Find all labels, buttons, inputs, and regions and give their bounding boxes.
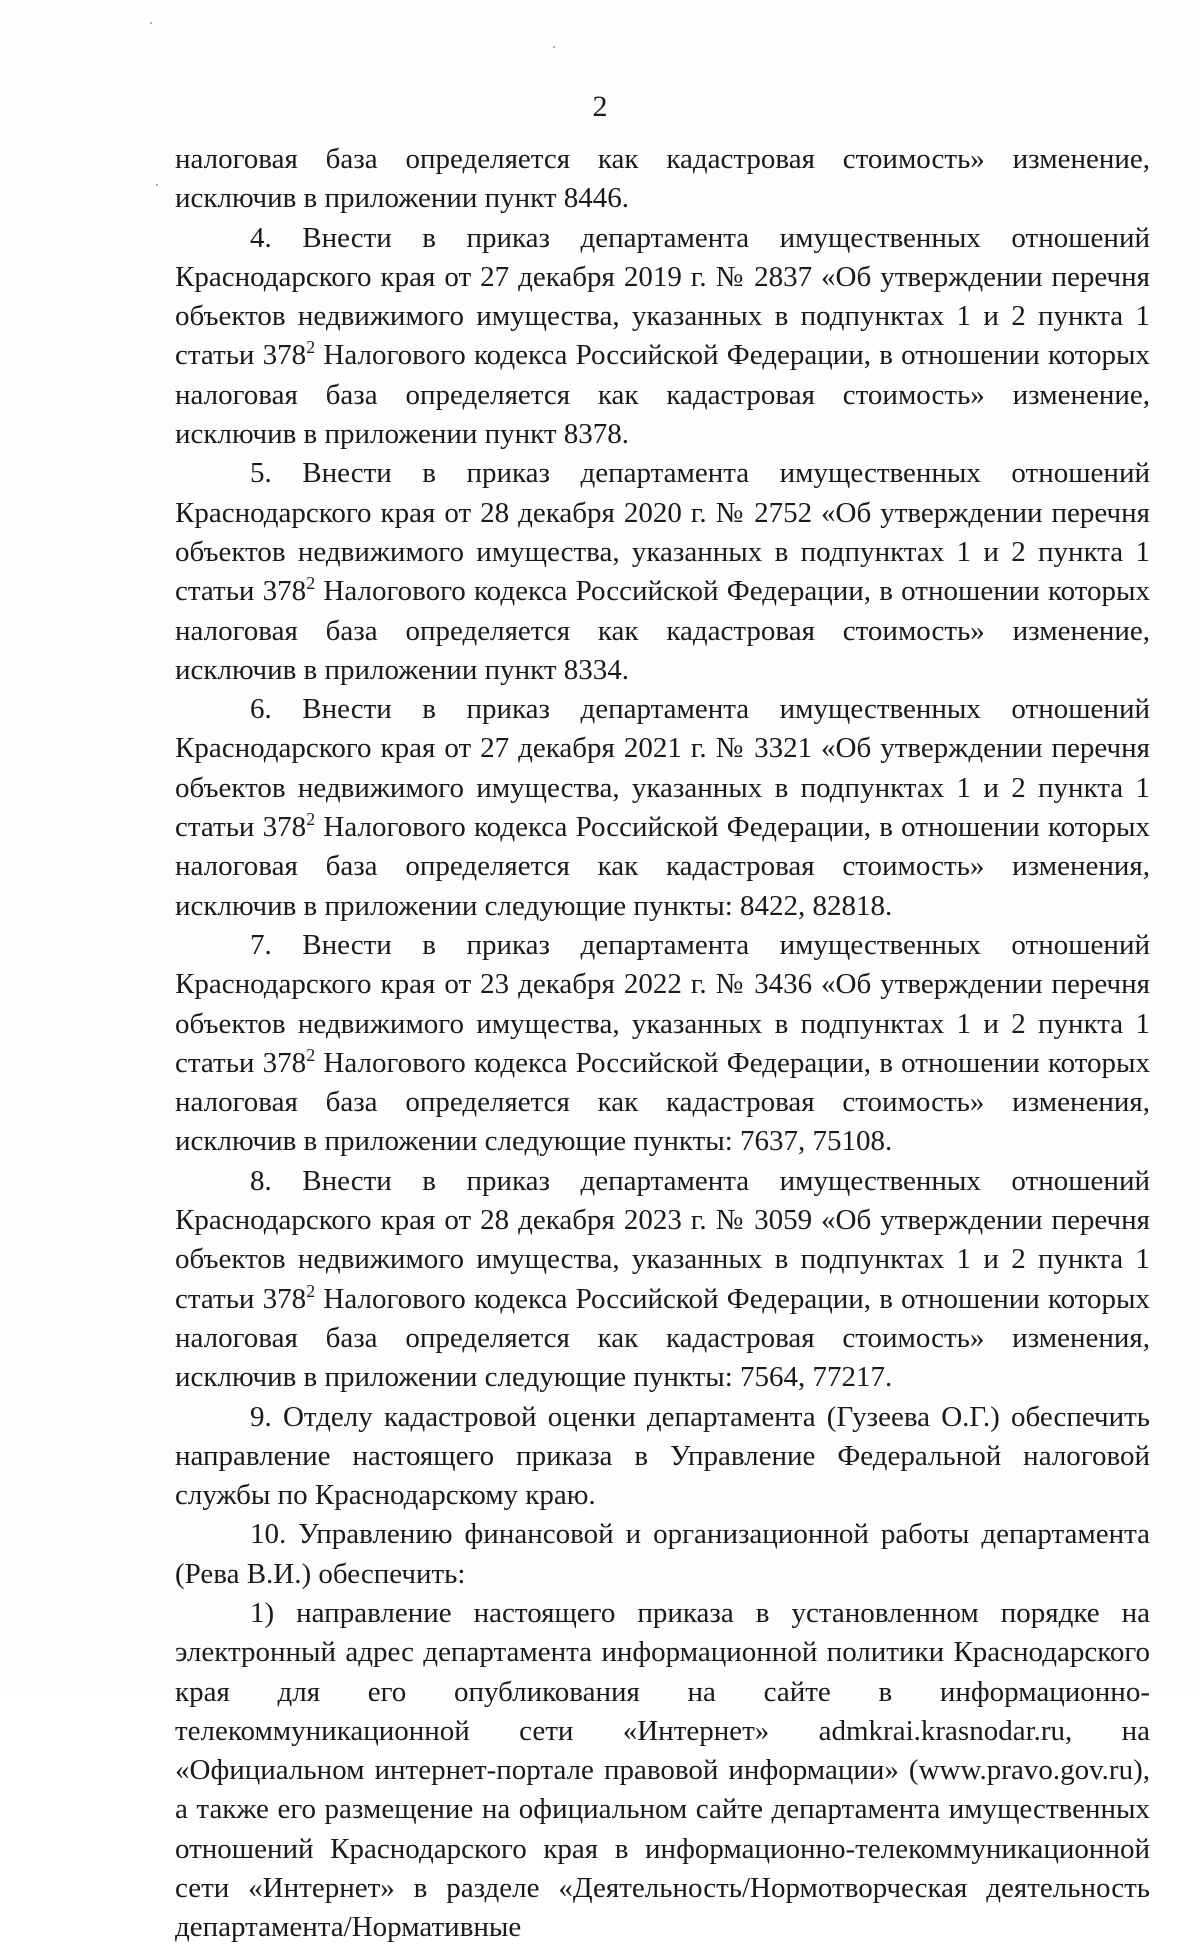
page-number: 2 (592, 90, 608, 123)
paragraph-item-7: 7. Внести в приказ департамента имущественных отношений Краснодарского края от 23 декабря 2022 г. № 3436 «Об утверждении перечня объектов недвижимого имущества, указанных в подпунктах 1 и 2 пункта 1 статьи $378^2$ Налогового кодекса Российской Федерации, в отношении которых налоговая база определяется как кадастровая стоимость» изменения, исключив в приложении следующие пункты: 7637, 75108. (175, 928, 1150, 1158)
paragraph-item-6: 6. Внести в приказ департамента имущественных отношений Краснодарского края от 27 декабря 2021 г. № 3321 «Об утверждении перечня объектов недвижимого имущества, указанных в подпунктах 1 и 2 пункта 1 статьи $378^2$ Налогового кодекса Российской Федерации, в отношении которых налоговая база определяется как кадастровая стоимость» изменения, исключив в приложении следующие пункты: 8422, 82818. (175, 693, 1150, 922)
paragraph-subitem-1: 1) направление настоящего приказа в установленном порядке на электронный адрес департамента информационной политики Краснодарского края для его опубликования на сайте в информационно-телекоммуникационной сети «Интернет» admkrai.krasnodar.ru, на «Официальном интернет-портале правовой информации» (www.pravo.gov.ru), а также его размещение на официальном сайте департамента имущественных отношений Краснодарского края в информационно-телекоммуникационной сети «Интернет» в разделе «Деятельность/Нормотворческая деятельность департамента/Нормативные (175, 1596, 1150, 1944)
scan-speck (156, 184, 158, 186)
paragraph-item-9: 9. Отделу кадастровой оценки департамента (Гузеева О.Г.) обеспечить направление настоящего приказа в Управление Федеральной налоговой службы по Краснодарскому краю. (175, 1400, 1150, 1512)
paragraph-continuation: налоговая база определяется как кадастровая стоимость» изменение, исключив в приложении пункт 8446. (175, 143, 1150, 215)
document-body (175, 140, 1150, 1948)
scan-speck (553, 46, 555, 48)
paragraph-item-10: 10. Управлению финансовой и организационной работы департамента (Рева В.И.) обеспечить: (175, 1518, 1150, 1590)
scan-speck (150, 22, 152, 24)
paragraph-item-5: 5. Внести в приказ департамента имущественных отношений Краснодарского края от 28 декабря 2020 г. № 2752 «Об утверждении перечня объектов недвижимого имущества, указанных в подпунктах 1 и 2 пункта 1 статьи $378^2$ Налогового кодекса Российской Федерации, в отношении которых налоговая база определяется как кадастровая стоимость» изменение, исключив в приложении пункт 8334. (175, 457, 1150, 686)
paragraph-item-8: 8. Внести в приказ департамента имущественных отношений Краснодарского края от 28 декабря 2023 г. № 3059 «Об утверждении перечня объектов недвижимого имущества, указанных в подпунктах 1 и 2 пункта 1 статьи $378^2$ Налогового кодекса Российской Федерации, в отношении которых налоговая база определяется как кадастровая стоимость» изменения, исключив в приложении следующие пункты: 7564, 77217. (175, 1164, 1150, 1394)
paragraph-item-4: 4. Внести в приказ департамента имущественных отношений Краснодарского края от 27 декабря 2019 г. № 2837 «Об утверждении перечня объектов недвижимого имущества, указанных в подпунктах 1 и 2 пункта 1 статьи $378^2$ Налогового кодекса Российской Федерации, в отношении которых налоговая база определяется как кадастровая стоимость» изменение, исключив в приложении пункт 8378. (175, 221, 1150, 451)
